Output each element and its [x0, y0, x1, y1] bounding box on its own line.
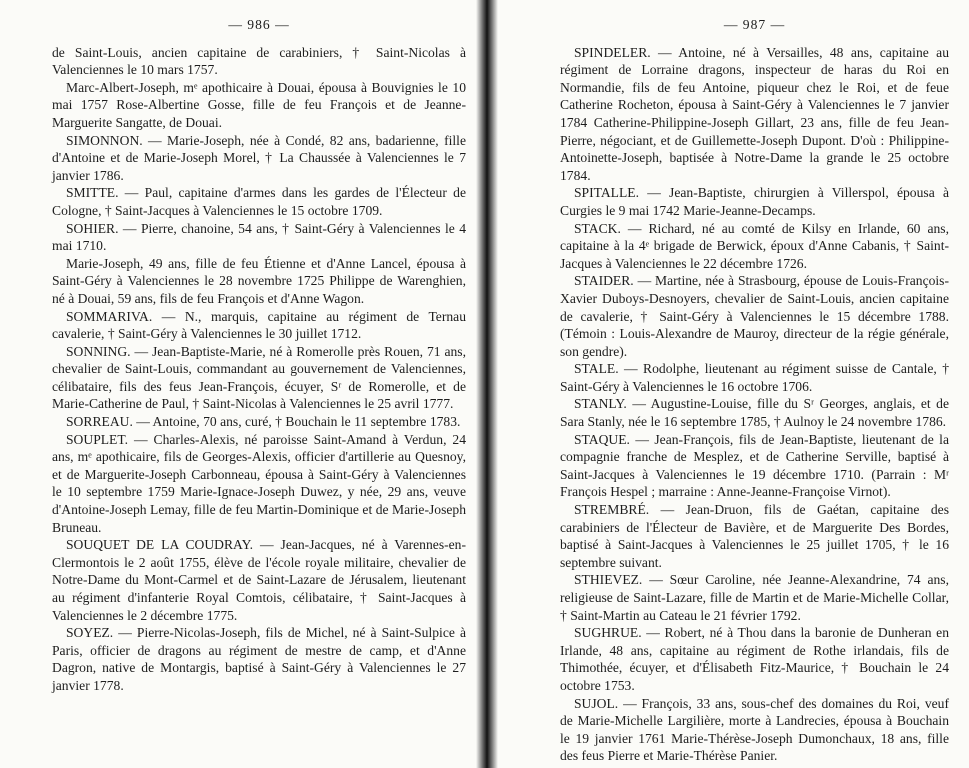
entry-text: de Saint-Louis, ancien capitaine de carabiniers, † Saint-Nicolas à Valenciennes le 10 mars 1757.: [52, 44, 466, 78]
right-page: [486, 0, 969, 768]
left-page: [0, 0, 484, 768]
entry-text: SORREAU. — Antoine, 70 ans, curé, † Bouchain le 11 septembre 1783.: [66, 414, 461, 430]
entry-text: STALE. — Rodolphe, lieutenant au régiment suisse de Cantale, † Saint-Géry à Valenciennes le 16 octobre 1706.: [560, 361, 949, 394]
entry-text: SOHIER. — Pierre, chanoine, 54 ans, † Saint-Géry à Valenciennes le 4 mai 1710.: [52, 220, 466, 254]
entry-text: SOYEZ. — Pierre-Nicolas-Joseph, fils de Michel, né à Saint-Sulpice à Paris, officier de dragons au régiment de mestre de camp, et d'Anne Dagron, native de Montargis, baptisé à Saint-Géry à Valenciennes le 27 janvier 1778.: [52, 625, 466, 693]
entry-text: SOUQUET DE LA COUDRAY. — Jean-Jacques, né à Varennes-en-Clermontois le 2 août 1755, élève de l'école royale militaire, chevalier de Notre-Dame du Mont-Carmel et de Saint-Lazare de Jérusalem, lieutenant au régiment d'infanterie Royal Comtois, célibataire, † Saint-Jacques à Valenciennes le 2 décembre 1775.: [52, 537, 466, 623]
entry-text: Marie-Joseph, 49 ans, fille de feu Étienne et d'Anne Lancel, épousa à Saint-Géry à Valenciennes le 28 novembre 1725 Philippe de Warenghien, né à Douai, 59 ans, fils de feu François et d'Anne Wagon.: [52, 255, 466, 306]
entry-text: SPITALLE. — Jean-Baptiste, chirurgien à Villerspol, épousa à Curgies le 9 mai 1742 Marie-Jeanne-Decamps.: [560, 185, 949, 218]
entry-text: SPINDELER. — Antoine, né à Versailles, 48 ans, capitaine au régiment de Lorraine dragons, inspecteur de haras du Roi en Normandie, fils de feu Antoine, piqueur chez le Roi, et de feue Catherine Rocheton, épousa à Saint-Géry à Valenciennes le 7 janvier 1784 Catherine-Philippine-Joseph Gillart, 23 ans, fille de feu Jean-Pierre, négociant, et de Guillemette-Joseph Dupont. D'où : Philippine-Antoinette-Joseph, baptisée à Notre-Dame la grande le 25 octobre 1784.: [560, 44, 949, 183]
entry-text: SIMONNON. — Marie-Joseph, née à Condé, 82 ans, badarienne, fille d'Antoine et de Marie-Joseph Morel, † La Chaussée à Valenciennes le 7 janvier 1786.: [52, 132, 466, 183]
page-number-right: — 987 —: [723, 17, 786, 32]
entry-text: STAIDER. — Martine, née à Strasbourg, épouse de Louis-François-Xavier Duboys-Desnoyers, chevalier de Saint-Louis, ancien capitaine de cavalerie, † Saint-Géry à Valenciennes le 15 décembre 1788. (Témoin : Louis-Alexandre de Mauroy, directeur de la régie générale, son gendre).: [560, 273, 949, 359]
entry-text: SOMMARIVA. — N., marquis, capitaine au régiment de Ternau cavalerie, † Saint-Géry à Valenciennes le 30 juillet 1712.: [52, 308, 466, 342]
entry-text: STREMBRÉ. — Jean-Druon, fils de Gaétan, capitaine des carabiniers de l'Électeur de Bavière, et de Marguerite Des Bordes, baptisé à Saint-Jacques à Valenciennes le 25 juillet 1705, † le 16 septembre suivant.: [560, 502, 949, 570]
entry-text: Marc-Albert-Joseph, mᵉ apothicaire à Douai, épousa à Bouvignies le 10 mai 1757 Rose-Albertine Gosse, fille de feu François et de Jeanne-Marguerite Sangatte, de Douai.: [52, 79, 466, 130]
entry-text: SUJOL. — François, 33 ans, sous-chef des domaines du Roi, veuf de Marie-Michelle Largilière, morte à Landrecies, épousa à Bouchain le 19 janvier 1761 Marie-Thérèse-Joseph Dumonchaux, 18 ans, fille des feus Pierre et Marie-Thérèse Panier.: [560, 695, 949, 764]
entry-text: STAQUE. — Jean-François, fils de Jean-Baptiste, lieutenant de la compagnie franche de Mesplez, et de Catherine Serville, baptisé à Saint-Jacques à Valenciennes le 19 décembre 1710. (Parrain : Mʳ François Hespel ; marraine : Anne-Jeanne-Françoise Virnot).: [560, 431, 949, 500]
entry-text: SUGHRUE. — Robert, né à Thou dans la baronie de Dunheran en Irlande, 48 ans, capitaine au régiment de Rothe irlandais, fils de Thimothée, écuyer, et d'Élisabeth Fitz-Maurice, † Bouchain le 24 octobre 1753.: [560, 625, 949, 693]
page-number-left: — 986 —: [228, 17, 290, 32]
entry-text: SONNING. — Jean-Baptiste-Marie, né à Romerolle près Rouen, 71 ans, chevalier de Saint-Louis, commandant au gouvernement de Valenciennes, célibataire, fils des feus Jean-François, écuyer, Sʳ de Romerolle, et de Marie-Catherine de Paul, † Saint-Nicolas à Valenciennes le 25 avril 1777.: [52, 343, 466, 412]
entry-text: SOUPLET. — Charles-Alexis, né paroisse Saint-Amand à Verdun, 24 ans, mᵉ apothicaire, fils de Georges-Alexis, officier d'artillerie au Quesnoy, et de Marguerite-Joseph Carbonneau, épousa à Saint-Géry à Valenciennes le 10 septembre 1759 Marie-Ignace-Joseph Duwez, y née, 29 ans, veuve d'Antoine-Joseph Lemay, fille de feu Martin-Dominique et de Marie-Joseph Bruneau.: [52, 431, 466, 535]
entry-text: STANLY. — Augustine-Louise, fille du Sʳ Georges, anglais, et de Sara Stanly, née le 16 septembre 1785, † Aulnoy le 24 novembre 1786.: [560, 396, 949, 430]
entry-text: SMITTE. — Paul, capitaine d'armes dans les gardes de l'Électeur de Cologne, † Saint-Jacques à Valenciennes le 15 octobre 1709.: [52, 185, 466, 218]
entry-text: STACK. — Richard, né au comté de Kilsy en Irlande, 60 ans, capitaine à la 4ᵉ brigade de Berwick, époux d'Anne Cabanis, † Saint-Jacques à Valenciennes le 22 décembre 1726.: [560, 220, 949, 271]
entry-text: STHIEVEZ. — Sœur Caroline, née Jeanne-Alexandrine, 74 ans, religieuse de Saint-Lazare, fille de Martin et de Marie-Michelle Collar, † Saint-Martin au Cateau le 21 février 1792.: [560, 572, 949, 623]
